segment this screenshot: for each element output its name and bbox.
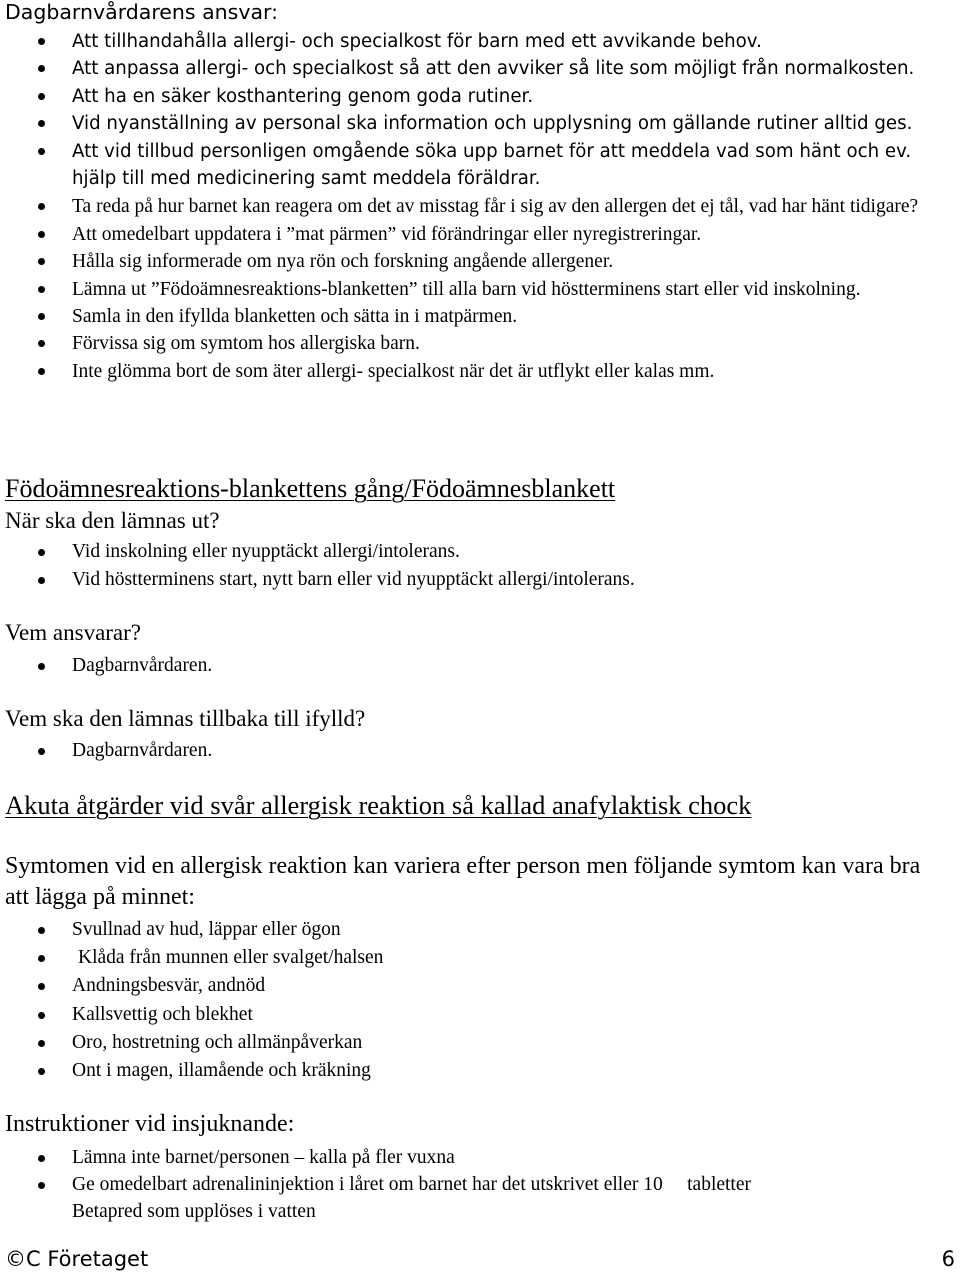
symptoms-list	[0, 916, 955, 1085]
page-number: 6	[941, 1247, 955, 1271]
responsibilities-list	[0, 28, 955, 385]
list-item: Vid inskolning eller nyupptäckt allergi/intolerans.	[0, 538, 955, 566]
list-item: Klåda från munnen eller svalget/halsen	[0, 944, 955, 972]
section-heading-form-flow: Födoämnesreaktions-blankettens gång/Födoämnesblankett	[5, 474, 616, 503]
list-item: Vid höstterminens start, nytt barn eller vid nyupptäckt allergi/intolerans.	[0, 566, 955, 594]
question-who: Vem ansvarar?	[5, 620, 142, 645]
list-item: Att vid tillbud personligen omgående söka upp barnet för att meddela vad som hänt och ev. hjälp till med medicinering samt meddela föräldrar.	[0, 138, 955, 193]
footer-company: ©C Företaget	[5, 1247, 149, 1271]
list-item: Att tillhandahålla allergi- och specialkost för barn med ett avvikande behov.	[0, 28, 955, 55]
question-return: Vem ska den lämnas tillbaka till ifylld?	[5, 706, 366, 731]
list-item: Kallsvettig och blekhet	[0, 1001, 955, 1029]
list-item: Att omedelbart uppdatera i ”mat pärmen” vid förändringar eller nyregistreringar.	[0, 221, 955, 248]
list-item: Ont i magen, illamående och kräkning	[0, 1057, 955, 1085]
list-item: Att ha en säker kosthantering genom goda rutiner.	[0, 83, 955, 110]
list-item: Dagbarnvårdaren.	[0, 652, 955, 680]
symptoms-intro: Symtomen vid en allergisk reaktion kan variera efter person men följande symtom kan vara bra att lägga på minnet:	[5, 853, 921, 910]
list-item: Att anpassa allergi- och specialkost så att den avviker så lite som möjligt från normalkosten.	[0, 55, 955, 82]
list-item: Ge omedelbart adrenalininjektion i låret om barnet har det utskrivet eller 10 tabletter Betapred som upplöses i vatten	[0, 1171, 800, 1225]
list-item: Inte glömma bort de som äter allergi- specialkost när det är utflykt eller kalas mm.	[0, 358, 955, 385]
list-item: Svullnad av hud, läppar eller ögon	[0, 916, 955, 944]
list-item: Samla in den ifyllda blanketten och sätta in i matpärmen.	[0, 303, 955, 330]
section-heading-anaphylaxis: Akuta åtgärder vid svår allergisk reaktion så kallad anafylaktisk chock	[5, 790, 752, 820]
list-item: Dagbarnvårdaren.	[0, 737, 955, 765]
list-item: Vid nyanställning av personal ska information och upplysning om gällande rutiner alltid ges.	[0, 110, 955, 137]
section-heading-instructions: Instruktioner vid insjuknande:	[5, 1111, 295, 1137]
list-item: Lämna ut ”Födoämnesreaktions-blanketten” till alla barn vid höstterminens start eller vid inskolning.	[0, 276, 955, 303]
list-item: Andningsbesvär, andnöd	[0, 972, 955, 1000]
section-heading-responsibilities: Dagbarnvårdarens ansvar:	[5, 0, 279, 24]
list-item: Förvissa sig om symtom hos allergiska barn.	[0, 330, 955, 357]
when-list	[0, 538, 955, 594]
list-item: Lämna inte barnet/personen – kalla på fler vuxna	[0, 1144, 800, 1171]
list-item: Ta reda på hur barnet kan reagera om det av misstag får i sig av den allergen det ej tål, vad har hänt tidigare?	[0, 193, 955, 220]
list-item: Hålla sig informerade om nya rön och forskning angående allergener.	[0, 248, 955, 275]
who-list	[0, 652, 955, 680]
question-when: När ska den lämnas ut?	[5, 508, 220, 533]
instructions-list	[0, 1144, 800, 1225]
list-item: Oro, hostretning och allmänpåverkan	[0, 1029, 955, 1057]
return-list	[0, 737, 955, 765]
